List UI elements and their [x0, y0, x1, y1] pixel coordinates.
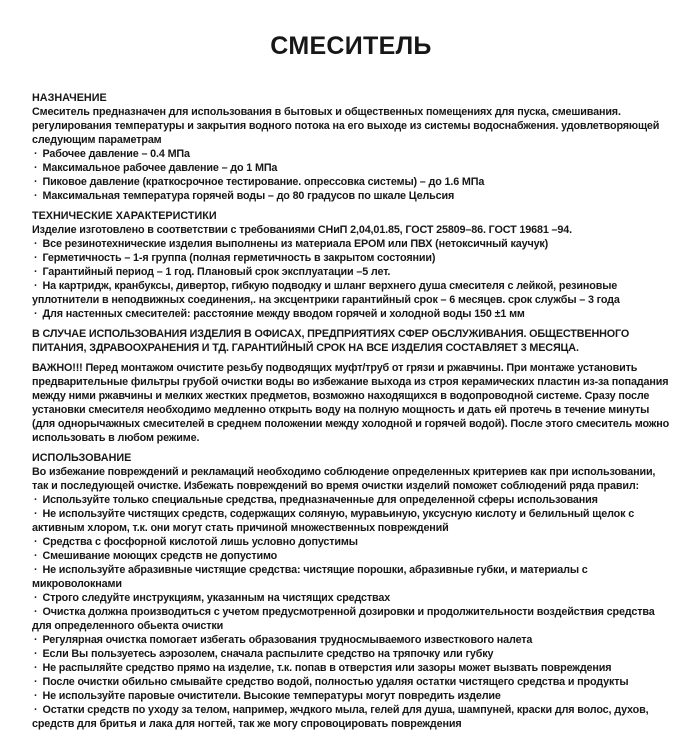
bullet-text: Не используйте абразивные чистящие средства: чистящие порошки, абразивные губки, и материалы с микроволокнами [32, 564, 588, 590]
bullet-text: Пиковое давление (краткосрочное тестирование. опрессовка системы) – до 1.6 МПа [42, 176, 485, 188]
bullet-item [32, 563, 670, 591]
bullet-item [32, 147, 670, 161]
bullet-item [32, 647, 670, 661]
bullet-item [32, 265, 670, 279]
office-note-text: В СЛУЧАЕ ИСПОЛЬЗОВАНИЯ ИЗДЕЛИЯ В ОФИСАХ, ПРЕДПРИЯТИЯХ СФЕР ОБСЛУЖИВАНИЯ. ОБЩЕСТВЕННОГО ПИТАНИЯ, ЗДРАВООХРАНЕНИЯ И ТД. ГАРАНТИЙНЫЙ СРОК НА ВСЕ ИЗДЕЛИЯ СОСТАВЛЯЕТ 3 МЕСЯЦА. [32, 328, 630, 354]
bullet-item [32, 493, 670, 507]
bullet-text: Рабочее давление – 0.4 МПа [42, 148, 190, 160]
bullet-item [32, 689, 670, 703]
bullet-text: Если Вы пользуетесь аэрозолем, сначала распылите средство на тряпочку или губку [42, 648, 494, 660]
bullet-text: После очистки обильно смывайте средство водой, полностью удаляя остатки чистящего средства и продукты [42, 676, 629, 688]
bullet-item [32, 251, 670, 265]
bullet-text: Не используйте чистящих средств, содержащих соляную, муравьиную, уксусную кислоту и белильный щелок с активным хлором, т.к. они могут стать причиной множественных повреждений [32, 508, 635, 534]
bullet-item [32, 307, 670, 321]
bullet-text: Для настенных смесителей: расстояние между вводом горячей и холодной воды 150 ±1 мм [42, 308, 525, 320]
bullet-text: Не используйте паровые очистители. Высокие температуры могут повредить изделие [42, 690, 501, 702]
bullet-text: Регулярная очистка помогает избегать образования трудносмываемого известкового налета [42, 634, 533, 646]
bullet-item [32, 535, 670, 549]
bullet-item [32, 675, 670, 689]
bullet-text: Герметичность – 1-я группа (полная герметичность в закрытом состоянии) [42, 252, 436, 264]
bullet-marker: · [34, 148, 38, 160]
bullet-marker: · [34, 494, 38, 506]
bullet-marker: · [34, 252, 38, 264]
bullet-item [32, 507, 670, 535]
bullet-text: Все резинотехнические изделия выполнены из материала ЕРОМ или ПВХ (нетоксичный каучук) [42, 238, 549, 250]
bullet-item [32, 633, 670, 647]
important-note-text: ВАЖНО!!! Перед монтажом очистите резьбу подводящих муфт/труб от грязи и ржавчины. При монтаже установить предварительные фильтры грубой очистки воды во избежание выхода из строя керамических пластин из-за попадания между ними ржавчины и мелких жестких предметов, возможно находящихся в водопроводной системе. Сразу после установки смесителя необходимо медленно открыть воду на полную мощность и дать ей протечь в течение минуты (для однорычажных смесителей в среднем положении между холодной и горячей водой). После этого смеситель можно использовать в любом режиме. [32, 362, 670, 444]
bullet-marker: · [34, 634, 38, 646]
bullet-text: Гарантийный период – 1 год. Плановый срок эксплуатации –5 лет. [42, 266, 391, 278]
bullet-marker: · [34, 676, 38, 688]
section-purpose-heading: НАЗНАЧЕНИЕ [32, 92, 107, 104]
section-purpose [32, 91, 670, 203]
bullet-item [32, 591, 670, 605]
bullet-marker: · [34, 308, 38, 320]
bullet-marker: · [34, 266, 38, 278]
section-usage-heading: ИСПОЛЬЗОВАНИЕ [32, 452, 132, 464]
section-specs-intro: Изделие изготовлено в соответствии с требованиями СНиП 2,04,01.85, ГОСТ 25809–86. ГОСТ 19681 –94. [32, 224, 572, 236]
section-specs [32, 209, 670, 321]
bullet-item [32, 175, 670, 189]
bullet-item [32, 237, 670, 251]
section-purpose-intro: Смеситель предназначен для использования в бытовых и общественных помещениях для пуска, смешивания. регулирования температуры и закрытия водного потока на его выходе из системы водоснабжения. удовлетворяющей следующим параметрам [32, 106, 660, 146]
bullet-text: Остатки средств по уходу за телом, например, жчдкого мыла, гелей для душа, шампуней, краски для волос, духов, средств для бритья и лака для ногтей, так же могу спровоцировать повреждения [32, 704, 649, 730]
bullet-text: Строго следуйте инструкциям, указанным на чистящих средствах [42, 592, 391, 604]
bullet-text: Смешивание моющих средств не допустимо [42, 550, 278, 562]
bullet-text: Используйте только специальные средства, предназначенные для определенной сферы использования [42, 494, 598, 506]
bullet-marker: · [34, 176, 38, 188]
bullet-marker: · [34, 592, 38, 604]
bullet-item [32, 703, 670, 731]
bullet-marker: · [34, 536, 38, 548]
bullet-item [32, 279, 670, 307]
bullet-item [32, 161, 670, 175]
bullet-marker: · [34, 280, 38, 292]
bullet-text: На картридж, кранбуксы, дивертор, гибкую подводку и шланг верхнего душа смесителя с лейкой, резиновые уплотнители в неподвижных соединения,. на эксцентрики гарантийный срок – 6 месяцев. срок службы – 3 года [32, 280, 620, 306]
bullet-marker: · [34, 190, 38, 202]
bullet-item [32, 189, 670, 203]
bullet-item [32, 549, 670, 563]
bullet-marker: · [34, 690, 38, 702]
bullet-text: Средства с фосфорной кислотой лишь условно допустимы [42, 536, 358, 548]
bullet-text: Максимальная температура горячей воды – до 80 градусов по шкале Цельсия [42, 190, 455, 202]
bullet-marker: · [34, 564, 38, 576]
bullet-marker: · [34, 238, 38, 250]
section-usage [32, 451, 670, 731]
section-specs-heading: ТЕХНИЧЕСКИЕ ХАРАКТЕРИСТИКИ [32, 210, 217, 222]
bullet-marker: · [34, 162, 38, 174]
section-usage-intro: Во избежание повреждений и рекламаций необходимо соблюдение определенных критериев как при использовании, так и последующей очистке. Избежать повреждений во время очистки изделий поможет соблюдений ряда правил: [32, 466, 656, 492]
bullet-marker: · [34, 648, 38, 660]
bullet-text: Не распыляйте средство прямо на изделие, т.к. попав в отверстия или зазоры может вызвать повреждения [42, 662, 612, 674]
bullet-marker: · [34, 508, 38, 520]
section-office-note [32, 327, 670, 355]
bullet-item [32, 605, 670, 633]
bullet-text: Очистка должна производиться с учетом предусмотренной дозировки и продолжительности воздействия средства для определенного обьекта очистки [32, 606, 655, 632]
bullet-item [32, 661, 670, 675]
bullet-marker: · [34, 704, 38, 716]
bullet-marker: · [34, 662, 38, 674]
bullet-text: Максимальное рабочее давление – до 1 МПа [42, 162, 278, 174]
section-important [32, 361, 670, 445]
document-content [32, 91, 670, 731]
bullet-marker: · [34, 606, 38, 618]
bullet-marker: · [34, 550, 38, 562]
page-title: СМЕСИТЕЛЬ [270, 32, 432, 60]
